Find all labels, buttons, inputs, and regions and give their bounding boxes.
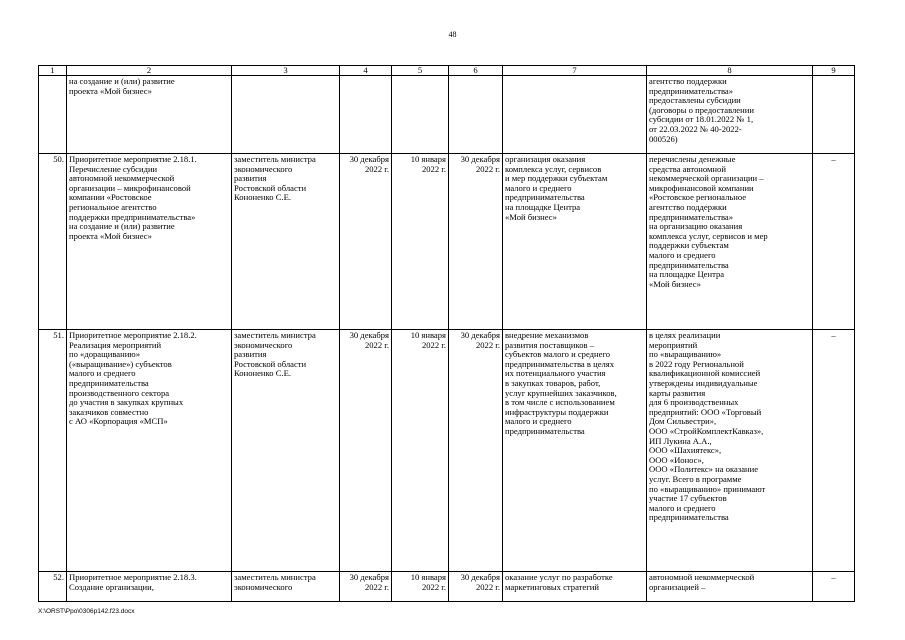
cell-line: перечислены денежные <box>649 154 736 164</box>
cell-line: некоммерческой организации – <box>649 173 764 184</box>
cell-line: средства автономной <box>649 163 726 174</box>
cell-line: 30 декабря <box>460 330 500 340</box>
cell-line: Реализация мероприятий <box>69 339 162 350</box>
cell-line: на организацию оказания <box>649 221 743 232</box>
cell-line: агентство поддержки <box>649 76 727 86</box>
start-date-cell <box>392 76 449 154</box>
cell-line: Создание организации, <box>69 581 154 592</box>
cell-line: в закупках товаров, работ, <box>505 377 601 388</box>
cell-line: экономического <box>234 339 293 350</box>
cell-line: квалификационной комиссией <box>649 368 761 379</box>
cell-line: Ростовской области <box>234 358 307 369</box>
cell-line: 2022 г. <box>364 339 389 350</box>
cell-line: компании «Ростовское <box>69 192 152 203</box>
cell-line: предпринимательства <box>505 192 585 203</box>
cell-line: субъектов малого и среднего <box>505 349 611 360</box>
cell-line: участие 17 субъектов <box>649 493 727 504</box>
cell-line: 2022 г. <box>421 163 446 174</box>
note-cell <box>813 76 855 154</box>
cell-line: (договоры о предоставлении <box>649 104 754 115</box>
responsible-cell <box>232 572 340 602</box>
cell-line: в том числе с использованием <box>505 397 615 408</box>
cell-line: на площадке Центра <box>505 201 581 212</box>
cell-line: предприятий: ООО «Торговый <box>649 406 762 417</box>
cell-line: развития <box>234 349 267 360</box>
table-row <box>39 154 855 330</box>
cell-line: на площадке Центра <box>649 269 725 280</box>
cell-line: предпринимательства <box>505 425 585 436</box>
cell-line: маркетинговых стратегий <box>505 581 599 592</box>
column-header: 3 <box>232 66 340 76</box>
cell-line: 30 декабря <box>460 154 500 164</box>
cell-line: малого и среднего <box>505 182 572 193</box>
cell-line: по «выращиванию» принимают <box>649 483 766 494</box>
event-cell <box>67 330 232 572</box>
cell-line: ООО «СтройКомплектКавказ», <box>649 425 764 436</box>
cell-line: утверждены индивидуальные <box>649 377 758 388</box>
expected-result-cell <box>503 76 647 154</box>
cell-line: производственного сектора <box>69 387 170 398</box>
column-header: 5 <box>392 66 449 76</box>
planned-date-cell <box>340 154 392 330</box>
actual-result-cell <box>647 154 813 330</box>
cell-line: 2022 г. <box>475 339 500 350</box>
cell-line: с АО «Корпорация «МСП» <box>69 416 168 427</box>
actual-result-cell <box>647 572 813 602</box>
cell-line: автономной некоммерческой <box>649 572 755 582</box>
cell-line: «Мой бизнес» <box>505 211 557 222</box>
cell-line: развития <box>234 173 267 184</box>
cell-line: организации – микрофинансовой <box>69 182 191 193</box>
column-header: 8 <box>647 66 813 76</box>
note-cell: – <box>813 330 855 572</box>
cell-line: 2022 г. <box>364 163 389 174</box>
note-cell: – <box>813 154 855 330</box>
cell-line: заказчиков совместно <box>69 406 149 417</box>
cell-line: ООО «Ионос», <box>649 454 704 465</box>
cell-line: предпринимательства <box>649 259 729 270</box>
row-number: 52. <box>39 572 67 602</box>
cell-line: оказание услуг по разработке <box>505 572 613 582</box>
column-header: 2 <box>67 66 232 76</box>
cell-line: их потенциального участия <box>505 368 606 379</box>
actual-result-cell <box>647 76 813 154</box>
cell-line: предпринимательства» <box>649 211 734 222</box>
cell-line: 2022 г. <box>421 581 446 592</box>
cell-line: Ростовской области <box>234 182 307 193</box>
cell-line: для 6 производственных <box>649 397 739 408</box>
file-path-footer: X:\ORST\Ppo\0306p142.f23.docx <box>38 608 135 615</box>
cell-line: экономического <box>234 581 293 592</box>
cell-line: «Мой бизнес» <box>649 278 701 289</box>
cell-line: заместитель министра <box>234 330 316 340</box>
cell-line: предпринимательства <box>649 512 729 523</box>
cell-line: 2022 г. <box>364 581 389 592</box>
cell-line: заместитель министра <box>234 572 316 582</box>
expected-result-cell <box>503 154 647 330</box>
table-row <box>39 76 855 154</box>
cell-line: («выращивание») субъектов <box>69 358 172 369</box>
cell-line: инфраструктуры поддержки <box>505 406 609 417</box>
start-date-cell <box>392 154 449 330</box>
responsible-cell <box>232 154 340 330</box>
planned-date-cell <box>340 330 392 572</box>
cell-line: 2022 г. <box>421 339 446 350</box>
cell-line: предпринимательства» <box>649 85 734 96</box>
table-body <box>39 76 855 602</box>
end-date-cell <box>449 572 503 602</box>
cell-line: 30 декабря <box>349 154 389 164</box>
cell-line: в целях реализации <box>649 330 721 340</box>
event-cell <box>67 572 232 602</box>
expected-result-cell <box>503 330 647 572</box>
cell-line: услуг крупнейших заказчиков, <box>505 387 617 398</box>
cell-line: 30 декабря <box>460 572 500 582</box>
cell-line: Приоритетное мероприятие 2.18.1. <box>69 154 197 164</box>
cell-line: ООО «Шахиятекс», <box>649 445 722 456</box>
cell-line: внедрение механизмов <box>505 330 589 340</box>
cell-line: Приоритетное мероприятие 2.18.2. <box>69 330 197 340</box>
cell-line: региональное агентство <box>69 201 157 212</box>
cell-line: проекта «Мой бизнес» <box>69 230 152 241</box>
cell-line: развития поставщиков – <box>505 339 595 350</box>
planned-date-cell <box>340 572 392 602</box>
column-header: 1 <box>39 66 67 76</box>
cell-line: автономной некоммерческой <box>69 173 175 184</box>
cell-line: комплекса услуг, сервисов и мер <box>649 230 768 241</box>
cell-line: субсидии от 18.01.2022 № 1, <box>649 114 754 125</box>
column-header: 4 <box>340 66 392 76</box>
expected-result-cell <box>503 572 647 602</box>
cell-line: заместитель министра <box>234 154 316 164</box>
column-numbers-row <box>39 66 855 76</box>
cell-line: Приоритетное мероприятие 2.18.3. <box>69 572 197 582</box>
end-date-cell <box>449 154 503 330</box>
cell-line: 10 января <box>410 572 446 582</box>
cell-line: по «доращиванию» <box>69 349 141 360</box>
cell-line: мероприятий <box>649 339 698 350</box>
responsible-cell <box>232 76 340 154</box>
planned-date-cell <box>340 76 392 154</box>
cell-line: предпринимательства в целях <box>505 358 615 369</box>
cell-line: 30 декабря <box>349 330 389 340</box>
row-number: 51. <box>39 330 67 572</box>
cell-line: Дом Сильвестри», <box>649 416 717 427</box>
cell-line: малого и среднего <box>649 249 716 260</box>
end-date-cell <box>449 330 503 572</box>
cell-line: малого и среднего <box>69 368 136 379</box>
cell-line: на создание и (или) развитие <box>69 221 175 232</box>
event-cell <box>67 76 232 154</box>
cell-line: Перечисление субсидии <box>69 163 158 174</box>
cell-line: «Ростовское региональное <box>649 192 747 203</box>
row-number: 50. <box>39 154 67 330</box>
cell-line: 2022 г. <box>475 581 500 592</box>
cell-line: на создание и (или) развитие <box>69 76 175 86</box>
note-cell: – <box>813 572 855 602</box>
end-date-cell <box>449 76 503 154</box>
table-row <box>39 572 855 602</box>
page-number: 48 <box>448 30 457 39</box>
actual-result-cell <box>647 330 813 572</box>
cell-line: от 22.03.2022 № 40-2022- <box>649 123 742 134</box>
cell-line: поддержки предпринимательства» <box>69 211 196 222</box>
cell-line: организация оказания <box>505 154 586 164</box>
table-row <box>39 330 855 572</box>
cell-line: поддержки субъектам <box>649 240 729 251</box>
start-date-cell <box>392 330 449 572</box>
cell-line: проекта «Мой бизнес» <box>69 85 152 96</box>
row-number <box>39 76 67 154</box>
cell-line: экономического <box>234 163 293 174</box>
cell-line: 10 января <box>410 154 446 164</box>
cell-line: 10 января <box>410 330 446 340</box>
cell-line: ИП Лукина А.А., <box>649 435 712 446</box>
report-table <box>38 65 855 602</box>
cell-line: Кононенко С.Е. <box>234 368 291 379</box>
cell-line: Кононенко С.Е. <box>234 192 291 203</box>
cell-line: по «выращиванию» <box>649 349 722 360</box>
cell-line: предпринимательства <box>69 377 149 388</box>
cell-line: комплекса услуг, сервисов <box>505 163 602 174</box>
cell-line: 2022 г. <box>475 163 500 174</box>
cell-line: карты развития <box>649 387 706 398</box>
cell-line: и мер поддержки субъектам <box>505 173 608 184</box>
cell-line: малого и среднего <box>505 416 572 427</box>
column-header: 6 <box>449 66 503 76</box>
column-header: 9 <box>813 66 855 76</box>
cell-line: агентство поддержки <box>649 201 727 212</box>
start-date-cell <box>392 572 449 602</box>
cell-line: малого и среднего <box>649 502 716 513</box>
responsible-cell <box>232 330 340 572</box>
cell-line: услуг. Всего в программе <box>649 473 742 484</box>
cell-line: 30 декабря <box>349 572 389 582</box>
cell-line: до участия в закупках крупных <box>69 397 184 408</box>
cell-line: ООО «Политекс» на оказание <box>649 464 759 475</box>
cell-line: 000526) <box>649 133 678 144</box>
cell-line: организацией – <box>649 581 706 592</box>
column-header: 7 <box>503 66 647 76</box>
event-cell <box>67 154 232 330</box>
cell-line: микрофинансовой компании <box>649 182 754 193</box>
cell-line: в 2022 году Региональной <box>649 358 744 369</box>
cell-line: предоставлены субсидии <box>649 95 741 106</box>
